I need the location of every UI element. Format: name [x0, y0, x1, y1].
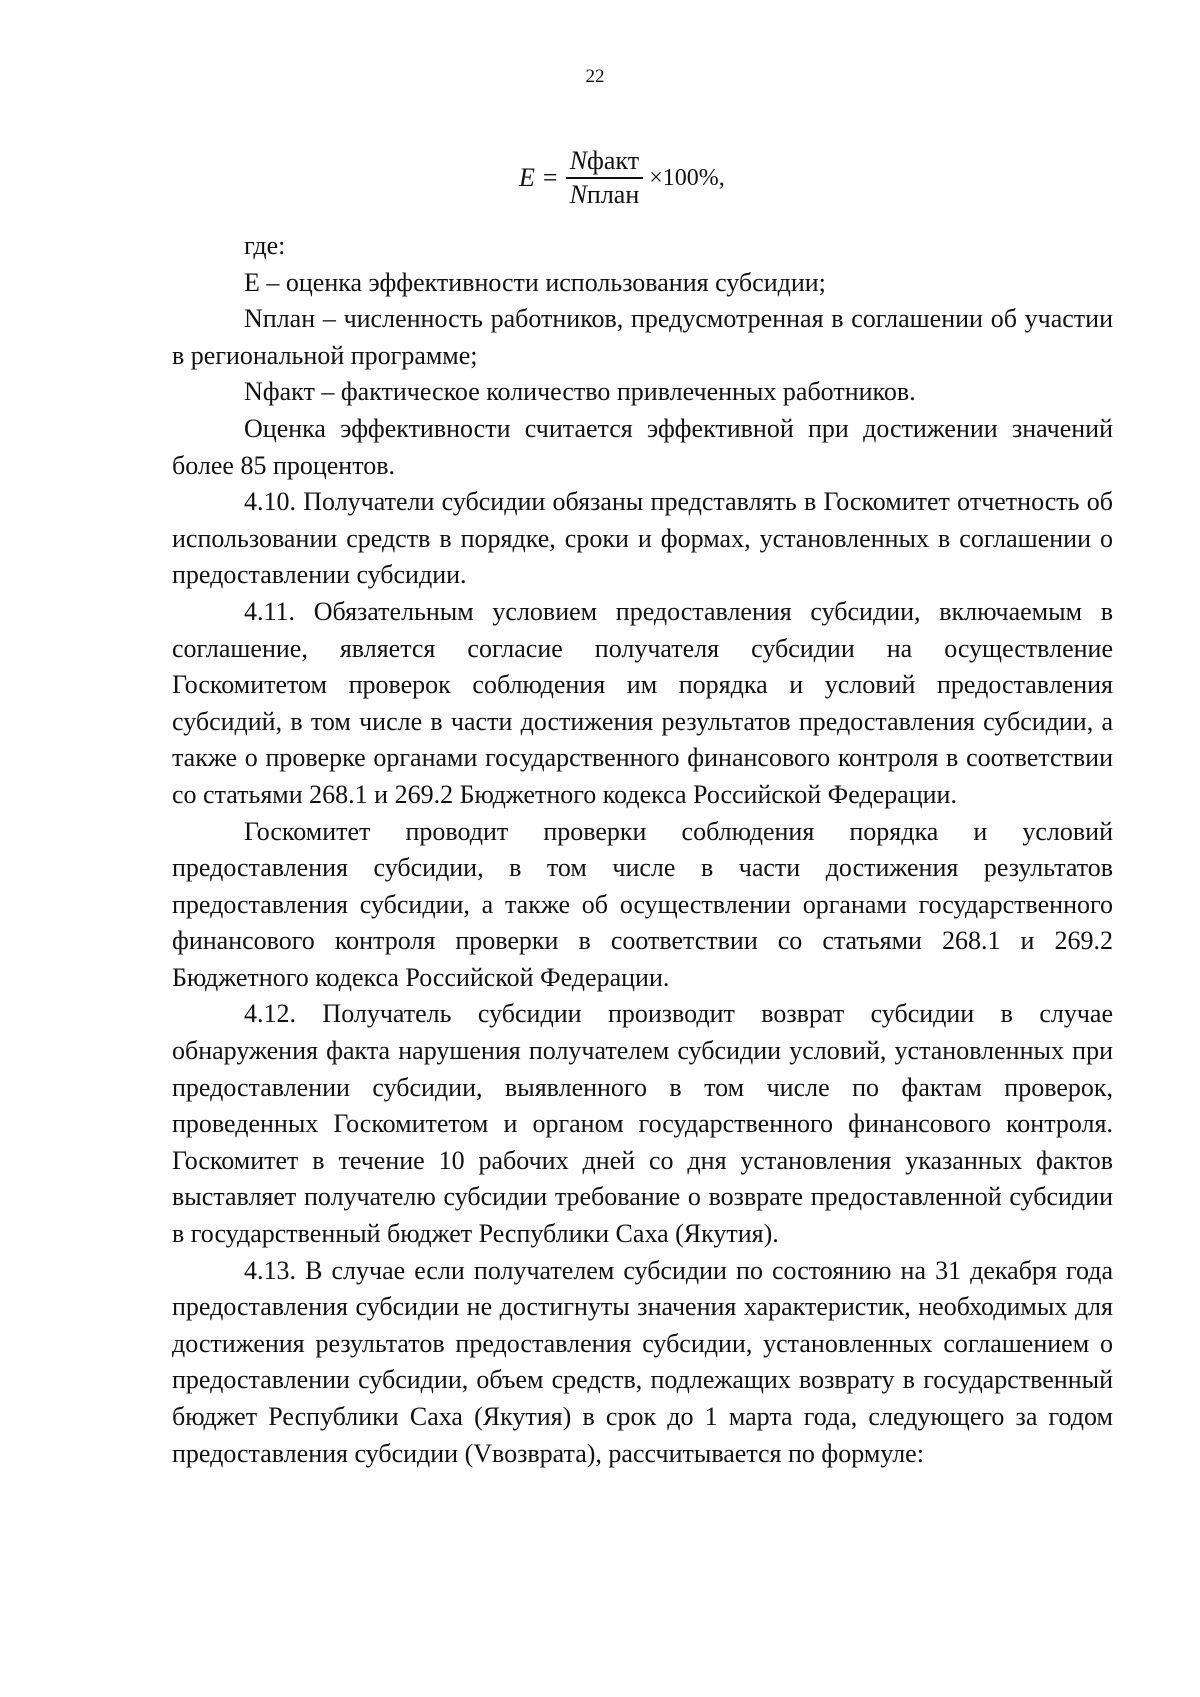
page-number: 22 [585, 66, 605, 87]
efficiency-formula [519, 143, 725, 213]
formula-numerator [566, 145, 643, 179]
paragraph-nplan-definition: Nплан – численность работников, предусмотренная в соглашении об участии в региональной программе; [172, 304, 1113, 370]
formula-multiplier: ×100%, [649, 164, 725, 191]
paragraph-nfact-definition: Nфакт – фактическое количество привлеченных работников. [244, 377, 916, 407]
paragraph-efficiency-threshold: Оценка эффективности считается эффективной при достижении значений более 85 процентов. [172, 413, 1113, 480]
numerator-var: N [569, 146, 588, 175]
paragraph-4-10: 4.10. Получатели субсидии обязаны представлять в Госкомитет отчетность об использовании средств в порядке, сроки и формах, установленных в соглашении о предоставлении субсидии. [172, 487, 1113, 590]
formula-equals: = [542, 163, 558, 192]
denominator-sub: план [586, 180, 640, 209]
document-body [172, 228, 1113, 1472]
paragraph-4-11: 4.11. Обязательным условием предоставления субсидии, включаемым в соглашение, является согласие получателя субсидии на осуществление Госкомитетом проверок соблюдения им порядка и условий предоставления субсидий, в том числе в части достижения результатов предоставления субсидии, а также о проверке органами государственного финансового контроля в соответствии со статьями 268.1 и 269.2 Бюджетного кодекса Российской Федерации. [172, 596, 1113, 809]
formula-lhs: E [519, 163, 535, 192]
formula-denominator [566, 179, 644, 211]
denominator-var: N [569, 180, 587, 209]
paragraph-goskomitet-checks: Госкомитет проводит проверки соблюдения порядка и условий предоставления субсидии, в том числе в части достижения результатов предоставления субсидии, а также об осуществлении органами государственного финансового контроля проверки в соответствии со статьями 268.1 и 269.2 Бюджетного кодекса Российской Федерации. [172, 816, 1113, 992]
paragraph-where: где: [244, 231, 286, 260]
paragraph-4-12: 4.12. Получатель субсидии производит возврат субсидии в случае обнаружения факта нарушения получателем субсидии условий, установленных при предоставлении субсидии, выявленного в том числе по фактам проверок, проведенных Госкомитетом и органом государственного финансового контроля. Госкомитет в течение 10 рабочих дней со дня установления указанных фактов выставляет получателю субсидии требование о возврате предоставленной субсидии в государственный бюджет Республики Саха (Якутия). [172, 999, 1113, 1249]
formula-fraction [566, 145, 644, 211]
paragraph-e-definition: Е – оценка эффективности использования субсидии; [244, 267, 826, 297]
paragraph-4-13: 4.13. В случае если получателем субсидии по состоянию на 31 декабря года предоставления субсидии не достигнуты значения характеристик, необходимых для достижения результатов предоставления субсидии, установленных соглашением о предоставлении субсидии, объем средств, подлежащих возврату в государственный бюджет Республики Саха (Якутия) в срок до 1 марта года, следующего за годом предоставления субсидии (Vвозврата), рассчитывается по формуле: [172, 1255, 1113, 1468]
numerator-sub: факт [587, 146, 640, 175]
